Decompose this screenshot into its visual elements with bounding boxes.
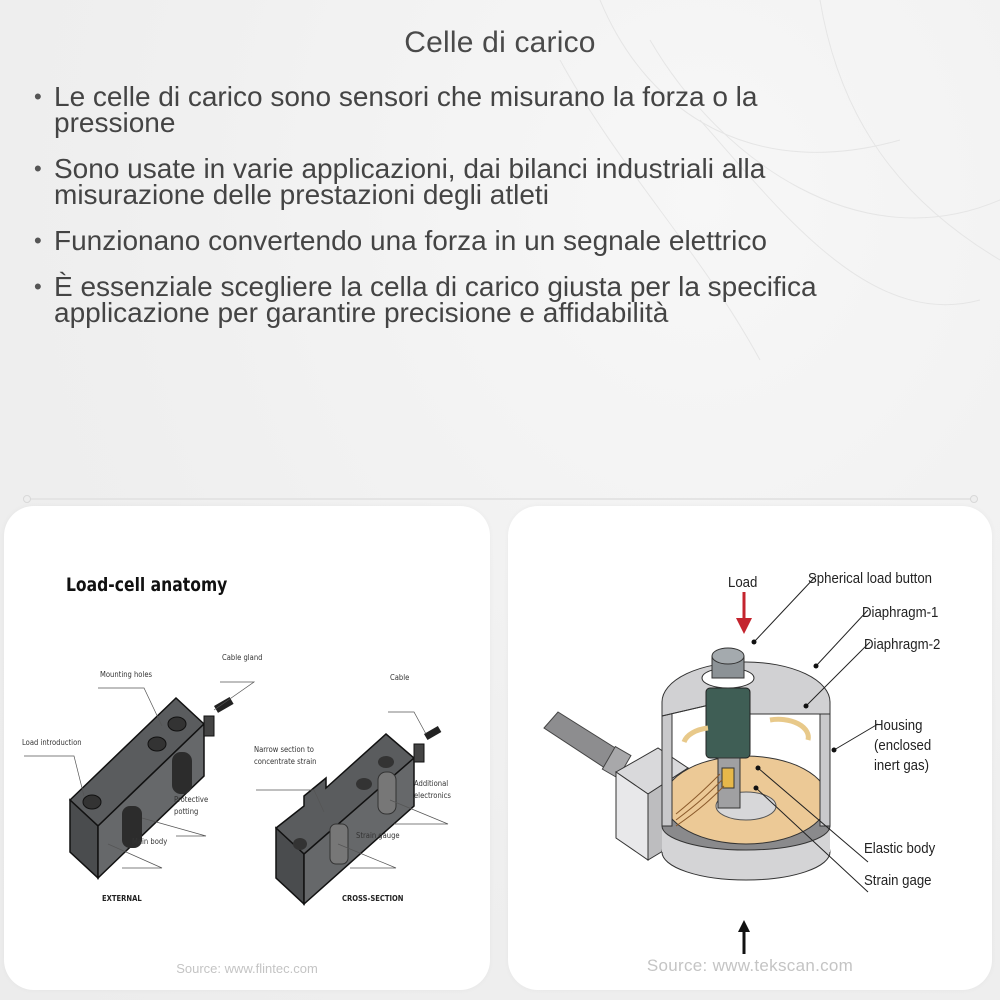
label-load-introduction: Load introduction [22, 738, 82, 747]
label-housing-line2: (enclosed [874, 737, 932, 754]
label-load: Load [728, 574, 758, 591]
diagram-title: Load-cell anatomy [66, 574, 228, 596]
label-narrow-section [254, 744, 316, 768]
label-narrow-section-line2: concentrate strain [254, 757, 317, 766]
label-main-body: Main body [132, 837, 168, 846]
label-elastic-body: Elastic body [864, 840, 936, 857]
label-additional-electronics-line2: electronics [414, 791, 451, 800]
bullet-item: • Le celle di carico sono sensori che misurano la forza o la pressione [28, 84, 874, 136]
bullet-item: • Funzionano convertendo una forza in un segnale elettrico [28, 228, 968, 254]
caption-external: EXTERNAL [102, 894, 142, 903]
image-source-credit: Source: www.flintec.com [176, 961, 318, 976]
label-housing-line1: Housing [874, 717, 923, 734]
image-card-tekscan [508, 506, 992, 990]
section-divider [26, 498, 972, 500]
label-housing [874, 716, 931, 776]
label-narrow-section-line1: Narrow section to [254, 745, 314, 754]
label-mounting-holes: Mounting holes [100, 670, 153, 679]
caption-cross-section: CROSS-SECTION [342, 894, 404, 903]
image-card-flintec [4, 506, 490, 990]
bullet-item: • È essenziale scegliere la cella di carico giusta per la specifica applicazione per garantire precisione e affidabilità [28, 274, 974, 326]
label-housing-line3: inert gas) [874, 757, 930, 774]
divider-dot-left [23, 495, 31, 503]
label-cable-gland: Cable gland [222, 653, 263, 662]
label-diaphragm-1: Diaphragm-1 [862, 604, 939, 621]
label-strain-gauge: Strain gauge [356, 831, 400, 840]
divider-dot-right [970, 495, 978, 503]
bullet-item: • Sono usate in varie applicazioni, dai bilanci industriali alla misurazione delle prestazioni degli atleti [28, 156, 894, 208]
label-strain-gage: Strain gage [864, 872, 932, 889]
label-cable: Cable [390, 673, 410, 682]
image-source-credit: Source: www.tekscan.com [646, 956, 854, 975]
label-protective-potting [174, 794, 208, 818]
label-diaphragm-2: Diaphragm-2 [864, 636, 941, 653]
label-additional-electronics-line1: Additional [414, 779, 449, 788]
page-title: Celle di carico [404, 26, 596, 59]
label-protective-potting-line1: Protective [174, 795, 209, 804]
bullet-list [28, 81, 968, 346]
load-cell-illustration [4, 506, 490, 990]
label-additional-electronics [414, 778, 451, 802]
label-spherical-load-button: Spherical load button [808, 570, 933, 587]
label-protective-potting-line2: potting [174, 807, 199, 816]
